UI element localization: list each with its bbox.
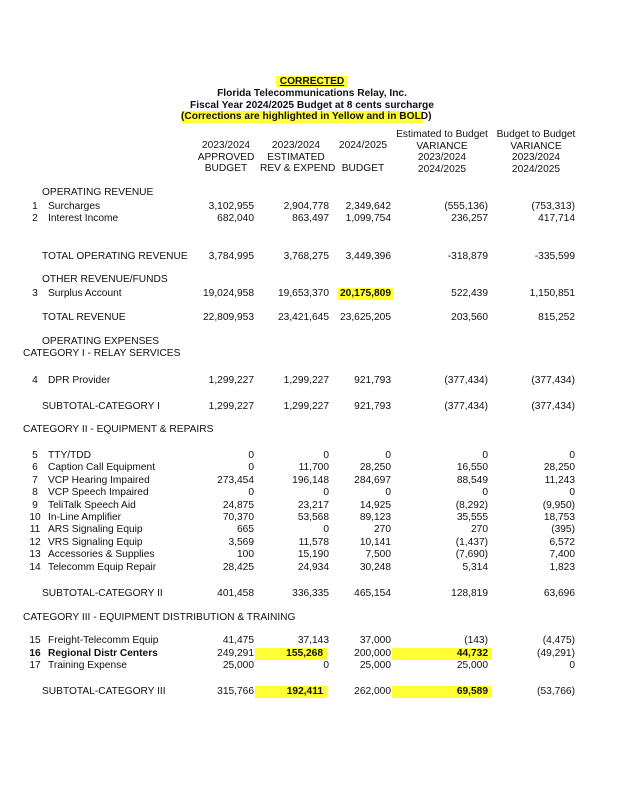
highlighted-value: 69,589 bbox=[392, 686, 492, 698]
correction-note: (Corrections are highlighted in Yellow and in BOLD) bbox=[181, 111, 432, 122]
table-row: 5 TTY/TDD 0 0 0 0 0 bbox=[32, 450, 575, 461]
table-row: 12 VRS Signaling Equip 3,569 11,578 10,141 (1,437) 6,572 bbox=[29, 536, 575, 548]
table-row-total-revenue: TOTAL REVENUE 22,809,953 23,421,645 23,625,205 203,560 815,252 bbox=[42, 312, 575, 323]
table-row: 11 ARS Signaling Equip 665 0 270 270 (395) bbox=[29, 524, 575, 536]
table-row: 1 Surcharges 3,102,955 2,904,778 2,349,642 (555,136) (753,313) bbox=[32, 201, 575, 212]
table-row: 14 Telecomm Equip Repair 28,425 24,934 30,248 5,314 1,823 bbox=[29, 561, 575, 573]
table-row: 10 In-Line Amplifier 70,370 53,568 89,123 35,555 18,753 bbox=[29, 512, 575, 523]
table-row: 3 Surplus Account 19,024,958 19,653,370 20,175,809 522,439 1,150,851 bbox=[32, 288, 575, 299]
col-header-budget: 2024/2025 BUDGET bbox=[338, 140, 388, 174]
table-row: 13 Accessories & Supplies 100 15,190 7,500 (7,690) 7,400 bbox=[29, 549, 575, 561]
section-category-3: CATEGORY III - EQUIPMENT DISTRIBUTION & TRAINING bbox=[23, 612, 296, 623]
col-header-approved: 2023/2024 APPROVED BUDGET bbox=[197, 140, 255, 174]
section-operating-expenses: OPERATING EXPENSES bbox=[42, 336, 159, 347]
table-row: 17 Training Expense 25,000 0 25,000 25,000 0 bbox=[29, 660, 575, 671]
table-row: 8 VCP Speech Impaired 0 0 0 0 0 bbox=[32, 487, 575, 499]
table-row-subtotal-category-3: SUBTOTAL-CATEGORY III 315,766 192,411 262,000 69,589 (53,766) bbox=[42, 686, 575, 697]
section-operating-revenue: OPERATING REVENUE bbox=[42, 187, 154, 198]
table-row-subtotal-category-2: SUBTOTAL-CATEGORY II 401,458 336,335 465,154 128,819 63,696 bbox=[42, 588, 575, 599]
section-other-revenue: OTHER REVENUE/FUNDS bbox=[42, 274, 168, 285]
highlighted-value: 155,268 bbox=[255, 648, 327, 660]
col-header-estimated: 2023/2024 ESTIMATED REV & EXPEND bbox=[260, 140, 336, 174]
highlighted-value: 20,175,809 bbox=[340, 288, 391, 299]
table-row: 6 Caption Call Equipment 0 11,700 28,250 16,550 28,250 bbox=[32, 462, 575, 474]
highlighted-value: 44,732 bbox=[392, 648, 492, 660]
corrected-banner bbox=[0, 76, 624, 87]
section-category-1: CATEGORY I - RELAY SERVICES bbox=[23, 348, 181, 359]
table-row-corrected: 16 Regional Distr Centers 249,291 155,268 200,000 44,732 (49,291) bbox=[29, 648, 575, 659]
table-row: 9 TeliTalk Speech Aid 24,875 23,217 14,925 (8,292) (9,950) bbox=[32, 499, 575, 511]
fiscal-title: Fiscal Year 2024/2025 Budget at 8 cents surcharge bbox=[190, 100, 434, 111]
table-row-total-operating-revenue: TOTAL OPERATING REVENUE 3,784,995 3,768,275 3,449,396 -318,879 -335,599 bbox=[42, 251, 575, 262]
col-header-budget-variance: Budget to Budget VARIANCE 2023/2024 2024/2025 bbox=[496, 129, 576, 175]
table-row: 15 Freight-Telecomm Equip 41,475 37,143 37,000 (143) (4,475) bbox=[29, 635, 575, 646]
col-header-est-variance: Estimated to Budget VARIANCE 2023/2024 2024/2025 bbox=[396, 129, 488, 175]
section-category-2: CATEGORY II - EQUIPMENT & REPAIRS bbox=[23, 424, 214, 435]
table-row: 2 Interest Income 682,040 863,497 1,099,754 236,257 417,714 bbox=[32, 213, 575, 224]
table-row: 7 VCP Hearing Impaired 273,454 196,148 284,697 88,549 11,243 bbox=[32, 474, 575, 486]
correction-note-wrap bbox=[181, 111, 432, 123]
org-name: Florida Telecommunications Relay, Inc. bbox=[217, 88, 407, 99]
table-row-subtotal-category-1: SUBTOTAL-CATEGORY I 1,299,227 1,299,227 921,793 (377,434) (377,434) bbox=[42, 401, 575, 412]
table-row: 4 DPR Provider 1,299,227 1,299,227 921,793 (377,434) (377,434) bbox=[32, 375, 575, 386]
highlighted-value: 192,411 bbox=[255, 686, 327, 698]
corrected-label: CORRECTED bbox=[276, 76, 349, 87]
